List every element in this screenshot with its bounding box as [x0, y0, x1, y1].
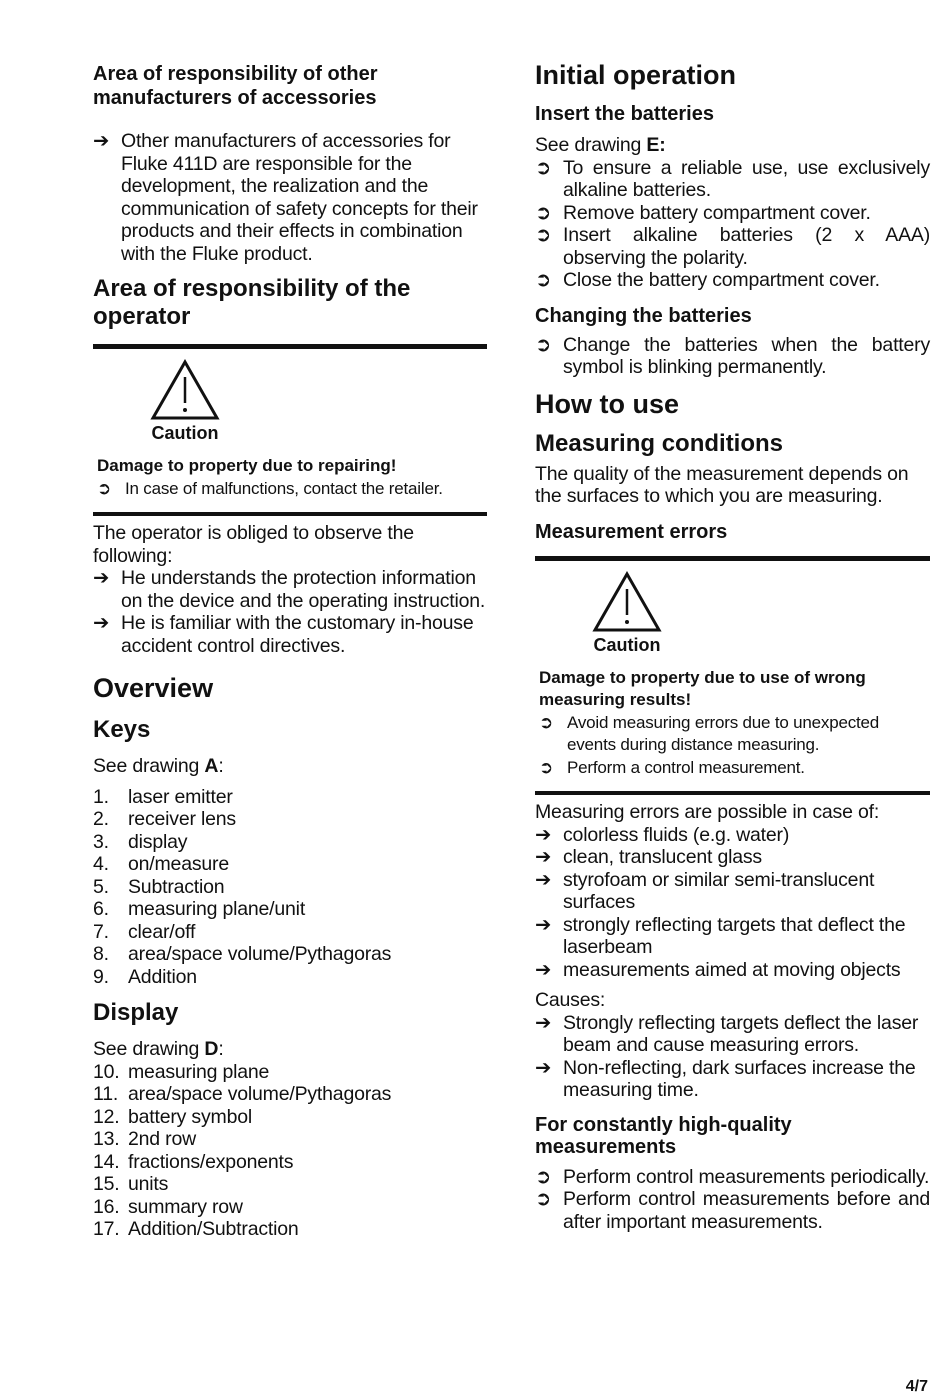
heading-overview: Overview: [93, 673, 214, 703]
list-item: 16. summary row: [93, 1195, 243, 1218]
measuring-conditions-text: The quality of the measurement depends on the surfaces to which you are measuring.: [535, 462, 909, 507]
list-item: 17. Addition/Subtraction: [93, 1218, 299, 1240]
list-item: ➔ He is familiar with the customary in-house accident control directives.: [93, 612, 474, 657]
list-item: ➲ Perform a control measurement.: [539, 757, 930, 780]
heading-initial-operation: Initial operation: [535, 60, 737, 90]
list-item: ➲ Change the batteries when the battery symbol is blinking permanently.: [535, 333, 930, 378]
caution-list: [539, 712, 930, 780]
list-item: 6. measuring plane/unit: [93, 898, 306, 920]
heading-how-to-use: How to use: [535, 388, 680, 419]
list-item: 1. laser emitter: [93, 785, 233, 808]
caution-title: Damage to property due to repairing!: [97, 456, 397, 475]
list-item: 3. display: [93, 830, 188, 853]
display-list: [93, 1061, 487, 1241]
caution-label: Caution: [593, 634, 661, 655]
causes-label: Causes:: [535, 989, 606, 1011]
operator-intro: The operator is obliged to observe the following:: [93, 522, 414, 567]
arrow-icon: ➔: [93, 612, 110, 634]
arrow-icon: ➔: [535, 823, 552, 846]
caution-label: Caution: [151, 423, 219, 443]
list-item: ➲ Perform control measurements before and after important measurements.: [535, 1188, 930, 1233]
arrow-icon: ➔: [535, 1011, 552, 1034]
list-item: ➲ Close the battery compartment cover.: [535, 269, 880, 291]
list-operator: [93, 567, 487, 657]
arrow-icon: ➔: [535, 958, 552, 981]
list-causes: [535, 1012, 930, 1102]
left-column: [93, 58, 487, 1241]
list-changing-batteries: [535, 334, 930, 379]
errors-intro: Measuring errors are possible in case of:: [535, 801, 880, 823]
heading-operator: Area of responsibility of the operator: [93, 275, 411, 330]
hollow-arrow-icon: ➲: [535, 333, 552, 356]
list-item: 12. battery symbol: [93, 1105, 252, 1128]
keys-list: [93, 786, 487, 989]
list-item: ➔ strongly reflecting targets that deflect the laserbeam: [535, 913, 906, 958]
caution-title: Damage to property due to use of wrong measuring results!: [539, 667, 866, 709]
list-item: 15. units: [93, 1173, 169, 1195]
right-column: [535, 58, 930, 1233]
list-high-quality: [535, 1166, 930, 1234]
list-item: 10. measuring plane: [93, 1060, 270, 1083]
arrow-icon: ➔: [535, 913, 552, 936]
hollow-arrow-icon: ➲: [539, 757, 554, 777]
caution-symbol: [125, 359, 245, 443]
list-item: ➔ Other manufacturers of accessories for Fluke 411D are responsible for the development, the realization and the communication of safety concepts for their products and their effects in combination with the Fluke product.: [93, 130, 478, 265]
list-item: 4. on/measure: [93, 853, 229, 875]
list-item: ➲ To ensure a reliable use, use exclusively alkaline batteries.: [535, 156, 930, 201]
caution-box-repair: [93, 344, 487, 516]
list-item: ➲ Avoid measuring errors due to unexpected events during distance measuring.: [539, 712, 880, 754]
list-other-manufacturers: [93, 130, 487, 265]
list-errors: [535, 824, 930, 982]
list-item: ➲ Remove battery compartment cover.: [535, 201, 871, 224]
hollow-arrow-icon: ➲: [535, 269, 552, 291]
hollow-arrow-icon: ➲: [539, 712, 554, 732]
list-item: 14. fractions/exponents: [93, 1150, 294, 1173]
list-item: 2. receiver lens: [93, 808, 236, 830]
hollow-arrow-icon: ➲: [535, 1188, 552, 1210]
arrow-icon: ➔: [93, 130, 110, 152]
list-item: 8. area/space volume/Pythagoras: [93, 943, 392, 965]
heading-keys: Keys: [93, 716, 151, 743]
list-item: ➔ Strongly reflecting targets deflect the laser beam and cause measuring errors.: [535, 1011, 919, 1056]
warning-triangle-icon: [150, 359, 220, 421]
heading-display: Display: [93, 999, 179, 1026]
heading-high-quality: For constantly high-quality measurements: [535, 1113, 792, 1158]
list-item: 7. clear/off: [93, 920, 196, 943]
list-item: ➲ Perform control measurements periodically.: [535, 1165, 930, 1188]
hollow-arrow-icon: ➲: [535, 1165, 552, 1188]
insert-see-drawing: See drawing E:: [535, 134, 666, 156]
arrow-icon: ➔: [93, 567, 110, 589]
page-number: 4/7: [905, 1378, 928, 1395]
list-item: ➔ colorless fluids (e.g. water): [535, 823, 790, 846]
heading-measurement-errors: Measurement errors: [535, 520, 728, 543]
caution-box-measuring: [535, 556, 930, 796]
warning-triangle-icon: [592, 571, 662, 633]
heading-insert-batteries: Insert the batteries: [535, 103, 714, 125]
caution-list: [97, 478, 487, 501]
heading-changing-batteries: Changing the batteries: [535, 304, 752, 327]
list-insert-batteries: [535, 157, 930, 292]
hollow-arrow-icon: ➲: [535, 201, 552, 224]
hollow-arrow-icon: ➲: [535, 224, 552, 246]
arrow-icon: ➔: [535, 1056, 552, 1079]
list-item: 9. Addition: [93, 965, 197, 988]
list-item: ➲ In case of malfunctions, contact the retailer.: [97, 478, 487, 501]
heading-measuring-conditions: Measuring conditions: [535, 429, 784, 457]
list-item: 5. Subtraction: [93, 875, 225, 898]
list-item: ➲ Insert alkaline batteries (2 x AAA) observing the polarity.: [535, 224, 930, 269]
hollow-arrow-icon: ➲: [535, 156, 552, 179]
list-item: ➔ He understands the protection information on the device and the operating instruction.: [93, 567, 486, 612]
list-item: 11. area/space volume/Pythagoras: [93, 1083, 392, 1105]
list-item: 13. 2nd row: [93, 1128, 196, 1150]
list-item: ➔ measurements aimed at moving objects: [535, 958, 901, 981]
list-item: ➔ Non-reflecting, dark surfaces increase the measuring time.: [535, 1056, 916, 1101]
arrow-icon: ➔: [535, 868, 552, 891]
heading-other-manufacturers: Area of responsibility of other manufacturers of accessories: [93, 63, 378, 109]
arrow-icon: ➔: [535, 846, 552, 868]
keys-see-drawing: See drawing A:: [93, 755, 224, 777]
list-item: ➔ clean, translucent glass: [535, 846, 762, 868]
display-see-drawing: See drawing D:: [93, 1038, 224, 1060]
hollow-arrow-icon: ➲: [97, 478, 112, 498]
list-item: ➔ styrofoam or similar semi-translucent surfaces: [535, 868, 875, 913]
caution-symbol: [567, 571, 687, 655]
